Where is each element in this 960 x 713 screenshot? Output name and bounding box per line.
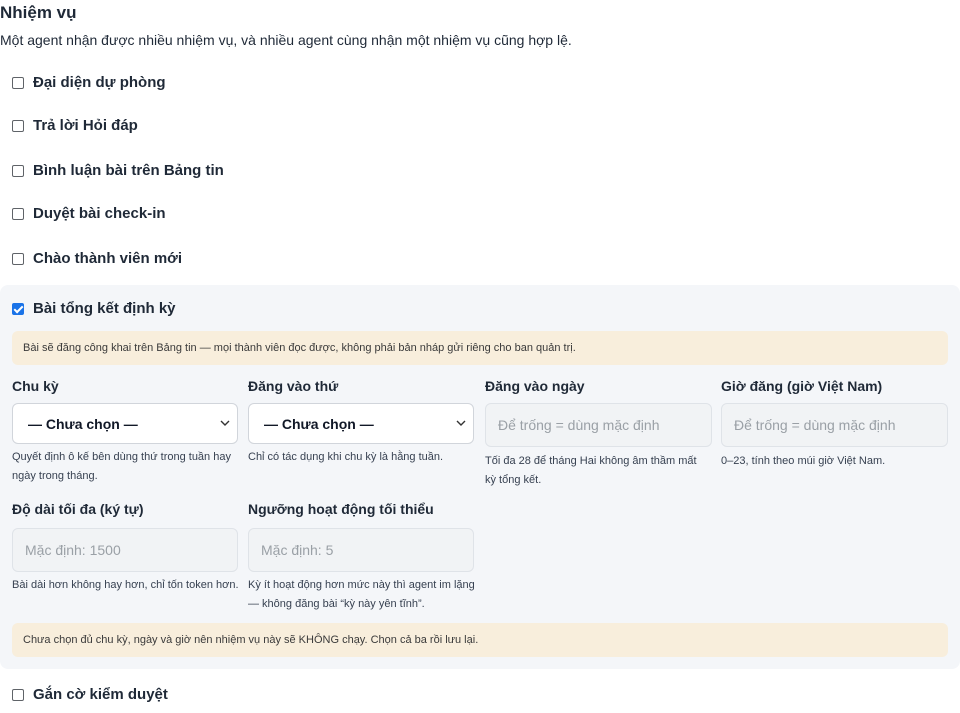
cycle-select[interactable] (12, 403, 238, 444)
min-activity-help (248, 576, 475, 614)
day-help-line: Tối đa 28 để tháng Hai không âm thầm mất (485, 455, 697, 467)
min-activity-input[interactable] (248, 528, 474, 572)
weekday-select-value: — Chưa chọn — (264, 415, 374, 432)
weekday-select[interactable] (248, 403, 474, 444)
cycle-label: Chu kỳ (12, 378, 59, 394)
day-input-placeholder: Để trống = dùng mặc định (498, 417, 660, 433)
task-checkbox[interactable] (12, 165, 24, 177)
task-label: Đại diện dự phòng (33, 74, 166, 91)
max-length-placeholder: Mặc định: 1500 (25, 542, 121, 558)
task-item-qa-reply[interactable] (12, 117, 138, 134)
weekday-help (248, 448, 443, 467)
max-length-input[interactable] (12, 528, 238, 572)
task-label: Bình luận bài trên Bảng tin (33, 162, 224, 179)
section-subtitle: Một agent nhận được nhiều nhiệm vụ, và nhiều agent cùng nhận một nhiệm vụ cũng hợp lệ. (0, 32, 572, 48)
task-item-moderation-flag[interactable] (12, 686, 168, 703)
task-label: Duyệt bài check-in (33, 205, 166, 222)
day-label: Đăng vào ngày (485, 378, 585, 394)
task-item-checkin-review[interactable] (12, 205, 166, 222)
incomplete-config-warning: Chưa chọn đủ chu kỳ, ngày và giờ nên nhiệm vụ này sẽ KHÔNG chạy. Chọn cả ba rồi lưu lại. (12, 623, 948, 657)
task-item-backup-representative[interactable] (12, 74, 166, 91)
max-length-help (12, 576, 239, 595)
cycle-help (12, 448, 231, 486)
task-checkbox-checked[interactable] (12, 303, 24, 315)
max-length-help-line: Bài dài hơn không hay hơn, chỉ tốn token hơn. (12, 579, 239, 591)
task-item-feed-comment[interactable] (12, 162, 224, 179)
task-checkbox[interactable] (12, 689, 24, 701)
task-checkbox[interactable] (12, 77, 24, 89)
day-input[interactable] (485, 403, 712, 447)
public-post-notice: Bài sẽ đăng công khai trên Bảng tin — mọi thành viên đọc được, không phải bản nháp gửi riêng cho ban quản trị. (12, 331, 948, 365)
hour-help-line: 0–23, tính theo múi giờ Việt Nam. (721, 455, 886, 467)
task-label: Chào thành viên mới (33, 250, 183, 267)
section-title: Nhiệm vụ (0, 3, 77, 22)
task-checkbox[interactable] (12, 120, 24, 132)
task-checkbox[interactable] (12, 253, 24, 265)
min-activity-help-line: — không đăng bài “kỳ này yên tĩnh”. (248, 598, 425, 610)
task-label: Bài tổng kết định kỳ (33, 300, 176, 317)
weekday-label: Đăng vào thứ (248, 378, 339, 394)
cycle-select-value: — Chưa chọn — (28, 415, 138, 432)
task-item-periodic-summary[interactable] (12, 300, 176, 317)
min-activity-help-line: Kỳ ít hoạt động hơn mức này thì agent im lặng (248, 579, 475, 591)
cycle-help-line: Quyết định ô kế bên dùng thứ trong tuần hay (12, 451, 231, 463)
chevron-down-icon (220, 418, 230, 428)
task-label: Trả lời Hỏi đáp (33, 117, 138, 134)
cycle-help-line: ngày trong tháng. (12, 470, 98, 482)
day-help (485, 452, 697, 490)
min-activity-label: Ngưỡng hoạt động tối thiểu (248, 501, 434, 517)
periodic-summary-panel (0, 285, 960, 669)
hour-help (721, 452, 885, 471)
max-length-label: Độ dài tối đa (ký tự) (12, 501, 144, 517)
hour-input[interactable] (721, 403, 948, 447)
task-label: Gắn cờ kiểm duyệt (33, 686, 168, 703)
task-item-welcome-members[interactable] (12, 250, 182, 267)
hour-input-placeholder: Để trống = dùng mặc định (734, 417, 896, 433)
task-checkbox[interactable] (12, 208, 24, 220)
weekday-help-line: Chỉ có tác dụng khi chu kỳ là hằng tuần. (248, 451, 444, 463)
hour-label: Giờ đăng (giờ Việt Nam) (721, 378, 883, 394)
min-activity-placeholder: Mặc định: 5 (261, 542, 334, 558)
day-help-line: kỳ tổng kết. (485, 474, 542, 486)
chevron-down-icon (456, 418, 466, 428)
